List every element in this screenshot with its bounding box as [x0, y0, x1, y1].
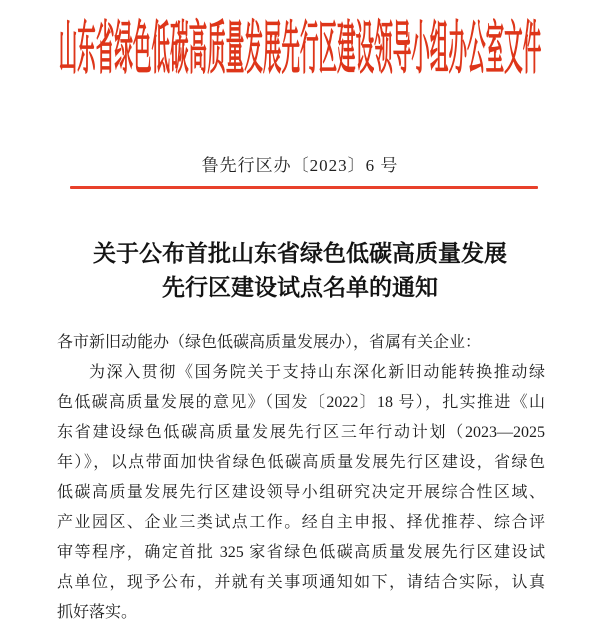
body-line: 东省建设绿色低碳高质量发展先行区三年行动计划（2023—2025: [57, 424, 545, 441]
document-number: 鲁先行区办〔2023〕6 号: [201, 156, 399, 175]
body-line: 年）》，以点带面加快省绿色低碳高质量发展先行区建设，省绿色: [57, 454, 545, 471]
title-line-2: 先行区建设试点名单的通知: [162, 275, 438, 300]
document-body: [57, 328, 545, 624]
body-line-salutation: 各市新旧动能办（绿色低碳高质量发展办），省属有关企业：: [57, 334, 482, 351]
body-line: 审等程序，确定首批 325 家省绿色低碳高质量发展先行区建设试: [57, 544, 545, 561]
body-line: 低碳高质量发展先行区建设领导小组研究决定开展综合性区域、: [57, 484, 545, 501]
body-line: 色低碳高质量发展的意见》（国发〔2022〕18 号），扎实推进《山: [57, 394, 545, 411]
document-title: [0, 237, 600, 305]
title-line-1: 关于公布首批山东省绿色低碳高质量发展: [93, 241, 507, 266]
body-line-last: 抓好落实。: [57, 604, 138, 621]
red-divider-rule: [70, 186, 538, 189]
body-line: 点单位，现予公布，并就有关事项通知如下，请结合实际，认真: [57, 574, 545, 591]
body-line: 为深入贯彻《国务院关于支持山东深化新旧动能转换推动绿: [89, 364, 545, 381]
body-line: 产业园区、企业三类试点工作。经自主申报、择优推荐、综合评: [57, 514, 545, 531]
letterhead-banner: 山东省绿色低碳高质量发展先行区建设领导小组办公室文件: [58, 16, 542, 81]
